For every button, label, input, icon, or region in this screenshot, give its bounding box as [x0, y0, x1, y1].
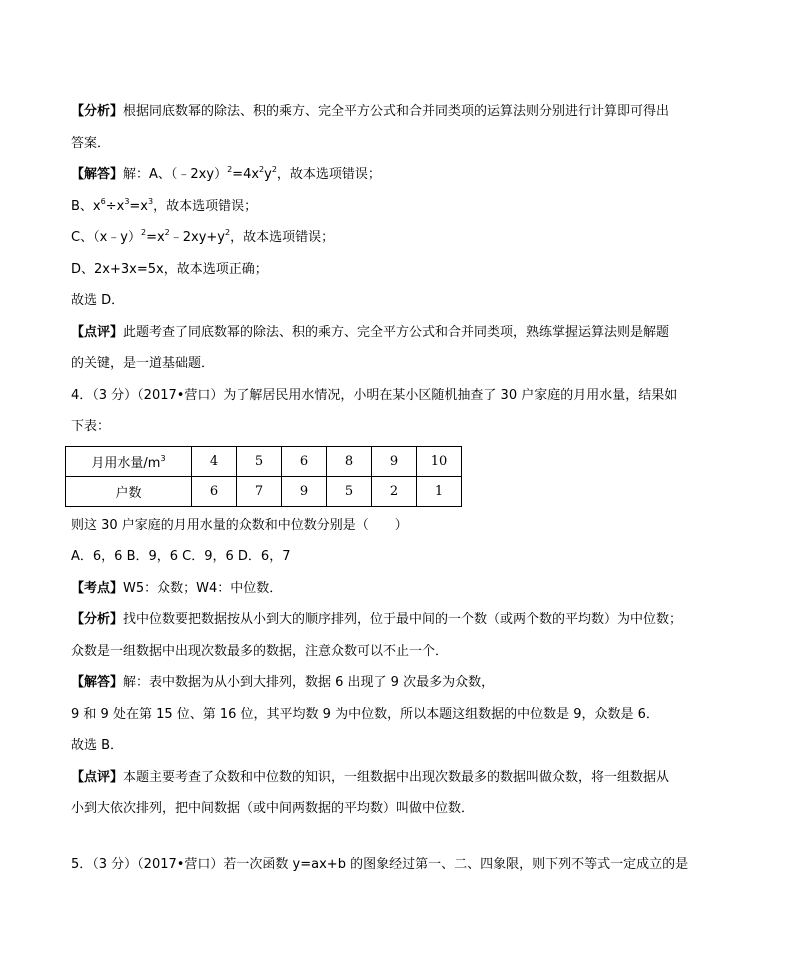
table-cell: 5 — [327, 476, 372, 506]
table-cell: 10 — [417, 446, 462, 476]
analysis-tag: 【分析】 — [71, 104, 124, 119]
q4-choose: 故选 B． — [71, 738, 124, 753]
table-cell: 9 — [282, 476, 327, 506]
q4-solution-line-2: 9 和 9 处在第 15 位、第 16 位，其平均数 9 为中位数，所以本题这组数据的中位数是 9，众数是 6． — [71, 706, 659, 722]
q3-comment-line-1: 【点评】此题考查了同底数幂的除法、积的乘方、完全平方公式和合并同类项，熟练掌握运算法则是解题 — [71, 324, 670, 340]
table-cell: 7 — [237, 476, 282, 506]
q4-analysis-line-2: 众数是一组数据中出现次数最多的数据，注意众数可以不止一个． — [71, 643, 449, 659]
table-cell: 2 — [372, 476, 417, 506]
q4-solution-line-1: 【解答】解：表中数据为从小到大排列，数据 6 出现了 9 次最多为众数， — [71, 675, 495, 690]
q5-stem: 5．（3 分）（2017•营口）若一次函数 y=ax+b 的图象经过第一、二、四象限，则下列不等式一定成立的是 — [71, 856, 689, 872]
q4-options: A．6，6 B．9，6 C．9，6 D．6，7 — [71, 549, 291, 564]
q4-stem-line-1: 4．（3 分）（2017•营口）为了解居民用水情况，小明在某小区随机抽查了 30 户家庭的月用水量，结果如 — [71, 387, 678, 403]
table-cell: 6 — [192, 476, 237, 506]
table-row — [66, 476, 462, 506]
table-cell: 9 — [372, 446, 417, 476]
q4-stem-line-2: 下表： — [71, 419, 111, 434]
q4-comment-line-2: 小到大依次排列，把中间数据（或中间两数据的平均数）叫做中位数． — [71, 801, 475, 816]
q4-comment-line-1: 【点评】本题主要考查了众数和中位数的知识，一组数据中出现次数最多的数据叫做众数，将一组数据从 — [71, 769, 670, 785]
q3-solution-b: B、$x^6\div x^3=x^3$，故本选项错误； — [71, 196, 258, 214]
solution-tag: 【解答】 — [71, 167, 124, 182]
comment-tag: 【点评】 — [71, 324, 124, 340]
table-header-cell: 月用水量$/m^3$ — [66, 446, 192, 476]
points-tag: 【考点】 — [71, 580, 124, 596]
table-cell: 4 — [192, 446, 237, 476]
q3-comment-line-2: 的关键，是一道基础题． — [71, 356, 215, 371]
q4-analysis-line-1: 【分析】找中位数要把数据按从小到大的顺序排列，位于最中间的一个数（或两个数的平均数）为中位数； — [71, 612, 683, 627]
water-usage-table — [65, 446, 462, 507]
table-header-cell: 户数 — [66, 476, 192, 506]
q4-question: 则这 30 户家庭的月用水量的众数和中位数分别是（ ） — [71, 517, 408, 533]
spacer — [71, 825, 731, 849]
table-cell: 1 — [417, 476, 462, 506]
table-cell: 6 — [282, 446, 327, 476]
solution-tag: 【解答】 — [71, 675, 124, 690]
table-cell: 8 — [327, 446, 372, 476]
q3-analysis-line-2: 答案． — [71, 135, 111, 151]
analysis-tag: 【分析】 — [71, 612, 124, 627]
comment-tag: 【点评】 — [71, 769, 124, 785]
q3-analysis-line-1: 【分析】根据同底数幂的除法、积的乘方、完全平方公式和合并同类项的运算法则分别进行计算即可得出 — [71, 104, 670, 119]
q3-solution-c: C、$(x﹣y)^2=x^2﹣2xy+y^2$，故本选项错误； — [71, 228, 335, 245]
table-cell: 5 — [237, 446, 282, 476]
q4-points: 【考点】W5：众数；W4：中位数． — [71, 580, 283, 596]
q3-solution-a: 【解答】解：A、$(﹣2xy)^2=4x^2y^2$，故本选项错误； — [71, 165, 381, 182]
q3-choose: 故选 D． — [71, 293, 125, 308]
document-page — [71, 96, 731, 880]
q3-solution-d: D、2x+3x=5x，故本选项正确； — [71, 261, 268, 277]
table-row — [66, 446, 462, 476]
